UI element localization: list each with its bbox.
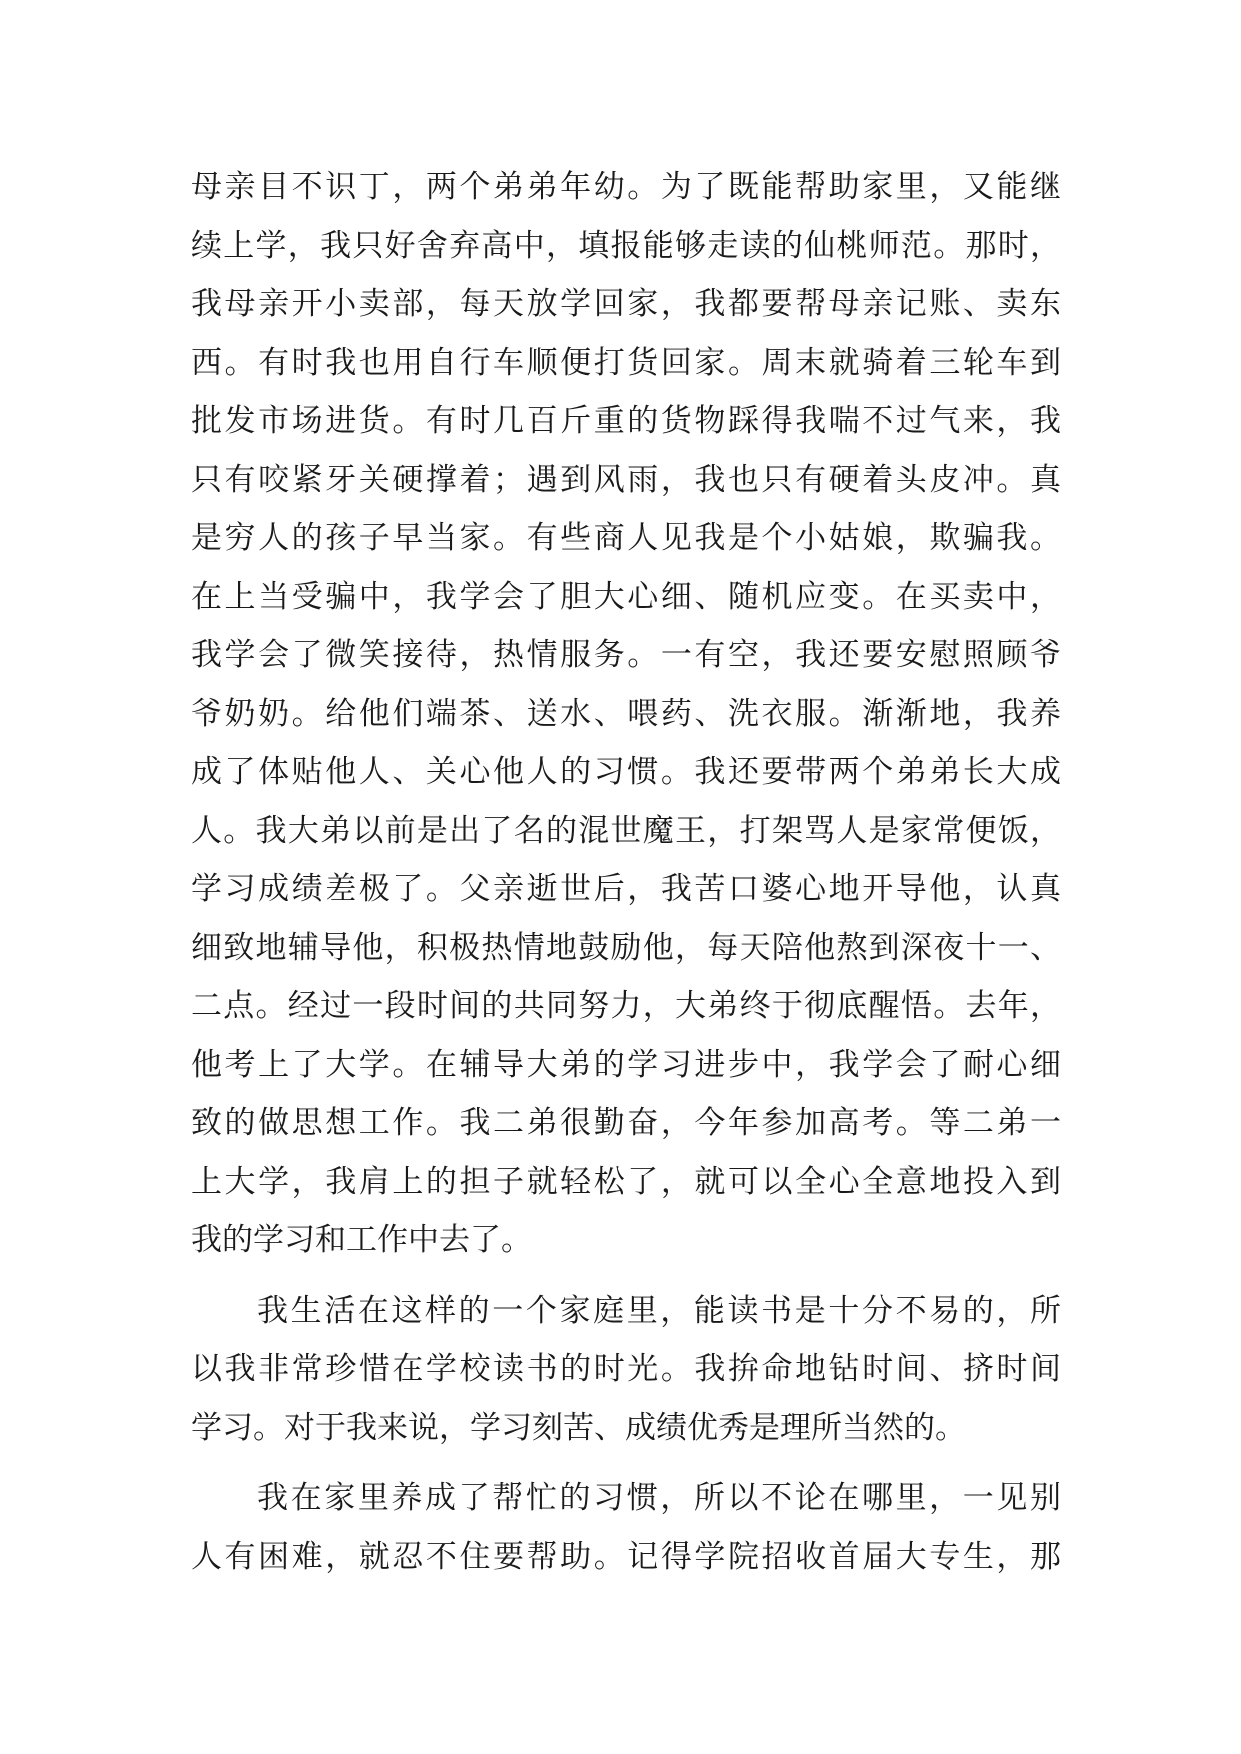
document-body <box>191 158 1061 1586</box>
text-line: 批发市场进货。有时几百斤重的货物踩得我喘不过气来，我 <box>191 403 1061 439</box>
text-line: 致的做思想工作。我二弟很勤奋，今年参加高考。等二弟一 <box>191 1105 1061 1141</box>
text-line: 人。我大弟以前是出了名的混世魔王，打架骂人是家常便饭， <box>191 812 1061 849</box>
text-line: 爷奶奶。给他们端茶、送水、喂药、洗衣服。渐渐地，我养 <box>191 695 1061 732</box>
text-line: 以我非常珍惜在学校读书的时光。我拚命地钻时间、挤时间 <box>191 1351 1061 1387</box>
text-line: 续上学，我只好舍弃高中，填报能够走读的仙桃师范。那时， <box>191 227 1061 264</box>
text-line: 我的学习和工作中去了。 <box>191 1222 532 1258</box>
text-line: 他考上了大学。在辅导大弟的学习进步中，我学会了耐心细 <box>191 1046 1061 1083</box>
text-line: 我母亲开小卖部，每天放学回家，我都要帮母亲记账、卖东 <box>191 286 1061 322</box>
paragraph-2 <box>191 1282 1061 1458</box>
text-line: 我学会了微笑接待，热情服务。一有空，我还要安慰照顾爷 <box>191 637 1061 673</box>
text-line: 我生活在这样的一个家庭里，能读书是十分不易的，所 <box>257 1292 1061 1329</box>
text-line: 学习。对于我来说，学习刻苦、成绩优秀是理所当然的。 <box>191 1409 966 1446</box>
text-line: 上大学，我肩上的担子就轻松了，就可以全心全意地投入到 <box>191 1163 1061 1200</box>
text-line: 细致地辅导他，积极热情地鼓励他，每天陪他熬到深夜十一、 <box>191 929 1061 966</box>
text-line: 人有困难，就忍不住要帮助。记得学院招收首届大专生，那 <box>191 1538 1061 1575</box>
paragraph-1 <box>191 158 1061 1270</box>
text-line: 我在家里养成了帮忙的习惯，所以不论在哪里，一见别 <box>257 1480 1061 1516</box>
text-line: 学习成绩差极了。父亲逝世后，我苦口婆心地开导他，认真 <box>191 871 1061 907</box>
paragraph-spacing <box>191 1270 1061 1282</box>
text-line: 成了体贴他人、关心他人的习惯。我还要带两个弟弟长大成 <box>191 754 1061 790</box>
paragraph-3 <box>191 1469 1061 1586</box>
text-line: 二点。经过一段时间的共同努力，大弟终于彻底醒悟。去年， <box>191 988 1061 1024</box>
text-line: 西。有时我也用自行车顺便打货回家。周末就骑着三轮车到 <box>191 344 1061 381</box>
text-line: 在上当受骗中，我学会了胆大心细、随机应变。在买卖中， <box>191 578 1061 615</box>
text-line: 是穷人的孩子早当家。有些商人见我是个小姑娘，欺骗我。 <box>191 520 1061 556</box>
paragraph-spacing <box>191 1457 1061 1469</box>
text-line: 只有咬紧牙关硬撑着；遇到风雨，我也只有硬着头皮冲。真 <box>191 461 1061 498</box>
text-line: 母亲目不识丁，两个弟弟年幼。为了既能帮助家里，又能继 <box>191 169 1061 205</box>
